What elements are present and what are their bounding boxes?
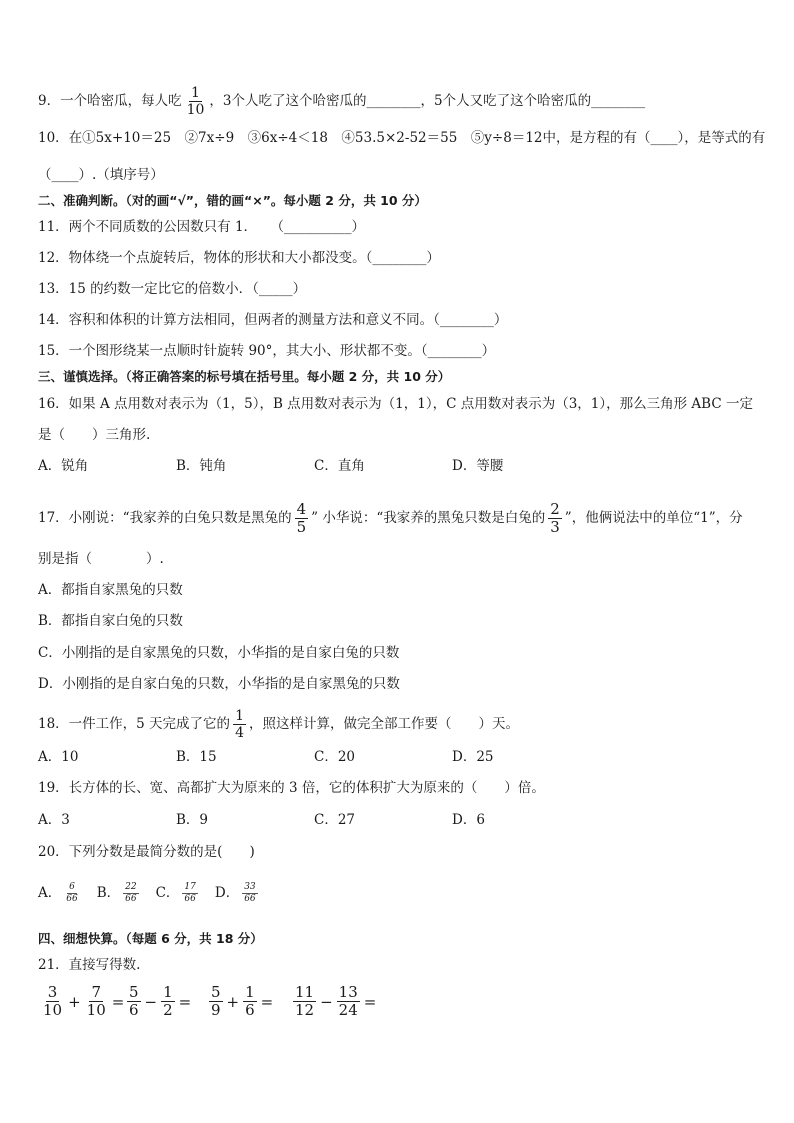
calc-2-fraction-a: $\frac{5}{6}$ (129, 983, 139, 1019)
question-19: 19．长方体的长、宽、高都扩大为原来的 3 倍，它的体积扩大为原来的（ ）倍。 (38, 780, 545, 796)
calc-item-2: $\frac{5}{6}$ − $\frac{1}{2}$ = (129, 983, 192, 1019)
q20-option-a: A． $\frac{6}{66}$ (38, 882, 78, 904)
q17-text-3: ”，他俩说法中的单位“1”，分 (564, 510, 743, 526)
q17-option-c: C．小刚指的是自家黑兔的只数，小华指的是自家白兔的只数 (38, 645, 400, 661)
calc-2-fraction-b: $\frac{1}{2}$ (163, 983, 173, 1019)
question-12: 12．物体绕一个点旋转后，物体的形状和大小都没变。（________） (38, 250, 440, 266)
calc-item-3: $\frac{5}{9}$ + $\frac{1}{6}$ = (211, 983, 274, 1019)
q17-fraction-2: $\frac{2}{3}$ (550, 500, 560, 536)
q19-option-b: B．9 (176, 812, 209, 828)
question-9 (38, 86, 764, 117)
question-16-line-1: 16．如果 A 点用数对表示为（1，5），B 点用数对表示为（1，1），C 点用数对表示为（3，1），那么三角形 ABC 一定 (38, 396, 753, 412)
q16-option-b: B．钝角 (176, 458, 227, 474)
question-17-line-1 (38, 502, 764, 535)
q16-option-c: C．直角 (314, 458, 365, 474)
question-10-line-2: （____）.（填序号） (38, 167, 164, 183)
q20-option-c: C． $\frac{17}{66}$ (155, 882, 196, 904)
question-18 (38, 709, 764, 740)
q17-option-d: D．小刚指的是自家白兔的只数，小华指的是自家黑兔的只数 (38, 676, 400, 692)
q18-fraction: $\frac{1}{4}$ (235, 708, 244, 741)
question-13: 13．15 的约数一定比它的倍数小．（_____） (38, 281, 307, 297)
q18-option-d: D．25 (452, 749, 494, 765)
calc-4-fraction-a: $\frac{11}{12}$ (295, 983, 315, 1019)
calc-item-1: $\frac{3}{10}$ + $\frac{7}{10}$ = (43, 983, 125, 1019)
q19-option-d: D．6 (452, 812, 485, 828)
q18-option-c: C．20 (314, 749, 356, 765)
calc-3-fraction-a: $\frac{5}{9}$ (211, 983, 221, 1019)
q18-option-b: B．15 (176, 749, 217, 765)
q9-text-1: 9．一个哈密瓜，每人吃 (38, 93, 182, 109)
question-21: 21．直接写得数. (38, 957, 141, 973)
section-3-title: 三、谨慎选择。（将正确答案的标号填在括号里。每小题 2 分，共 10 分） (38, 369, 451, 384)
q9-text-2: ，3个人吃了这个哈密瓜的________，5个人又吃了这个哈密瓜的________ (209, 93, 646, 109)
question-10-line-1: 10．在①5x+10＝25 ②7x÷9 ③6x÷4＜18 ④53.5×2-52＝55 ⑤y÷8＝12中，是方程的有（____），是等式的有 (38, 130, 766, 146)
q17-text-1: 17．小刚说：“我家养的白兔只数是黑兔的 (38, 510, 292, 526)
q17-option-a: A．都指自家黑兔的只数 (38, 582, 183, 598)
calc-1-fraction-b: $\frac{7}{10}$ (86, 983, 106, 1019)
q18-option-a: A．10 (38, 749, 79, 765)
question-20: 20．下列分数是最简分数的是( ) (38, 844, 255, 860)
section-4-title: 四、细想快算。（每题 6 分，共 18 分） (38, 931, 263, 946)
question-16-line-2: 是（ ）三角形. (38, 427, 151, 443)
q18-text-2: ，照这样计算，做完全部工作要（ ）天。 (248, 716, 519, 732)
q19-option-c: C．27 (314, 812, 356, 828)
calc-item-4: $\frac{11}{12}$ − $\frac{13}{24}$ = (295, 983, 377, 1019)
calc-3-fraction-b: $\frac{1}{6}$ (245, 983, 255, 1019)
question-11: 11．两个不同质数的公因数只有 1． （__________） (38, 219, 366, 235)
q20-option-b-fraction: $\frac{22}{66}$ (125, 882, 137, 904)
calc-4-fraction-b: $\frac{13}{24}$ (338, 983, 358, 1019)
q17-fraction-1: $\frac{4}{5}$ (296, 500, 307, 536)
q20-option-b: B． $\frac{22}{66}$ (96, 882, 137, 904)
q19-option-a: A．3 (38, 812, 70, 828)
q20-option-d: D． $\frac{33}{66}$ (214, 882, 256, 904)
section-2-title: 二、准确判断。（对的画“√”，错的画“×”。每小题 2 分，共 10 分） (38, 193, 427, 208)
q16-option-d: D．等腰 (452, 458, 504, 474)
calc-1-fraction-a: $\frac{3}{10}$ (43, 983, 63, 1019)
question-17-line-2: 别是指（ ）. (38, 551, 164, 567)
q20-option-c-fraction: $\frac{17}{66}$ (184, 882, 196, 904)
question-15: 15．一个图形绕某一点顺时针旋转 90°，其大小、形状都不变。（________） (38, 343, 496, 359)
q16-option-a: A．锐角 (38, 458, 89, 474)
q20-option-d-fraction: $\frac{33}{66}$ (244, 882, 256, 904)
q18-text-1: 18．一件工作，5 天完成了它的 (38, 716, 231, 732)
q9-fraction: $\frac{1}{10}$ (186, 85, 205, 118)
q17-text-2: ” 小华说：“我家养的黑兔只数是白兔的 (311, 510, 546, 526)
question-20-options (38, 883, 764, 904)
question-14: 14．容积和体积的计算方法相同，但两者的测量方法和意义不同。（________） (38, 312, 508, 328)
q17-option-b: B．都指自家白兔的只数 (38, 613, 183, 629)
q20-option-a-fraction: $\frac{6}{66}$ (66, 882, 78, 904)
